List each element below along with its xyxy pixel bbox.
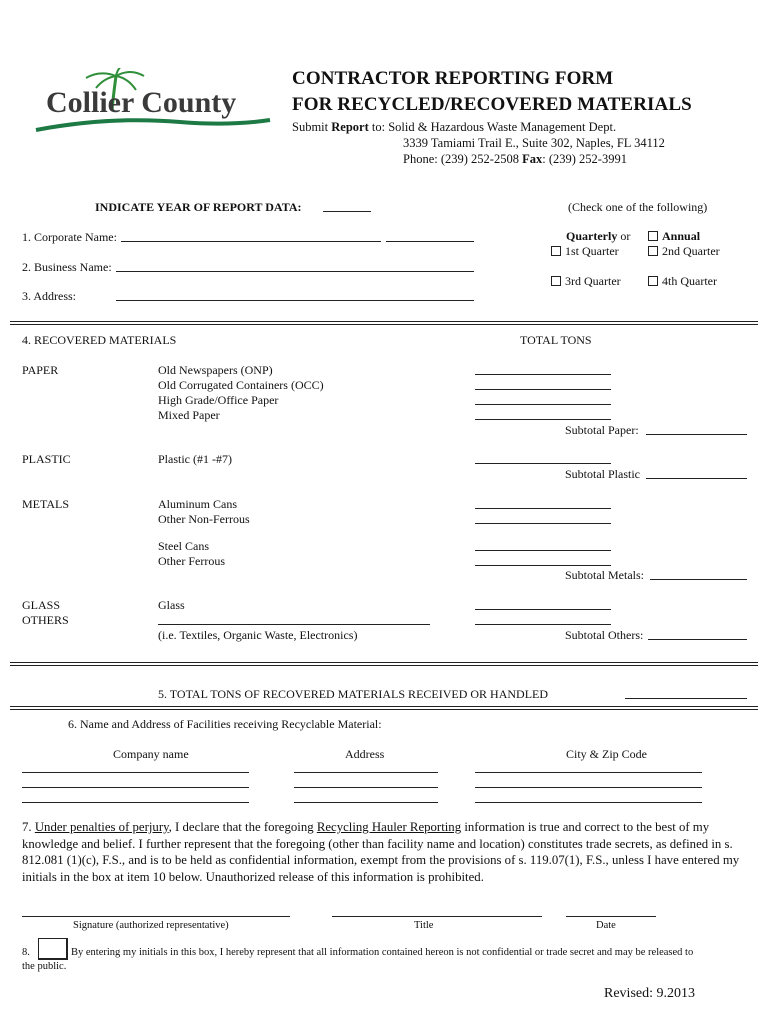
perjury-hauler: Recycling Hauler Reporting: [316, 820, 462, 834]
paper-item-onp: Old Newspapers (ONP): [158, 363, 273, 377]
title-field[interactable]: [332, 916, 542, 917]
fax-label: Fax: [522, 152, 543, 166]
annual-checkbox[interactable]: [648, 231, 658, 241]
q2-checkbox[interactable]: [648, 246, 658, 256]
tons-field-glass[interactable]: [475, 609, 611, 610]
col-company-name: Company name: [113, 747, 189, 761]
date-label: Date: [596, 920, 616, 931]
tons-field-onp[interactable]: [475, 374, 611, 375]
phone-fax-line: [403, 152, 627, 167]
paper-item-occ: Old Corrugated Containers (OCC): [158, 378, 324, 392]
address-field[interactable]: [116, 300, 474, 301]
initials-num: 8.: [22, 947, 30, 958]
subtotal-metals-field[interactable]: [650, 579, 747, 580]
others-note: (i.e. Textiles, Organic Waste, Electronics): [158, 628, 358, 642]
perjury-statement: [22, 819, 752, 885]
business-name-field[interactable]: [116, 271, 474, 272]
glass-label: GLASS: [22, 598, 61, 612]
form-title-line1: CONTRACTOR REPORTING FORM: [292, 68, 614, 89]
divider-3: [10, 706, 758, 710]
facility-address-1[interactable]: [294, 772, 438, 773]
q2-text: 2nd Quarter: [662, 244, 720, 258]
metals-item-nonferrous: Other Non-Ferrous: [158, 512, 250, 526]
total-tons-field[interactable]: [625, 698, 747, 699]
initials-text: By entering my initials in this box, I hereby represent that all information contained hereon is not confidential or trade secret and may be released to: [71, 947, 694, 958]
q2-option[interactable]: [648, 244, 720, 259]
total-tons-label: 5. TOTAL TONS OF RECOVERED MATERIALS RECEIVED OR HANDLED: [158, 687, 549, 701]
paper-item-mixed: Mixed Paper: [158, 408, 220, 422]
q4-checkbox[interactable]: [648, 276, 658, 286]
phone-label: Phone: (239) 252-2508: [403, 152, 519, 166]
facility-city-1[interactable]: [475, 772, 702, 773]
tons-field-mixed[interactable]: [475, 419, 611, 420]
facilities-heading: 6. Name and Address of Facilities receiving Recyclable Material:: [68, 717, 382, 731]
tons-field-plastic[interactable]: [475, 463, 611, 464]
tons-field-occ[interactable]: [475, 389, 611, 390]
subtotal-others-label: Subtotal Others:: [565, 628, 644, 642]
plastic-item: Plastic (#1 -#7): [158, 452, 232, 466]
annual-option[interactable]: [648, 229, 700, 244]
q3-text: 3rd Quarter: [565, 274, 621, 288]
business-name-label: 2. Business Name:: [22, 260, 112, 274]
facility-city-3[interactable]: [475, 802, 702, 803]
signature-label: Signature (authorized representative): [73, 920, 229, 931]
total-tons-heading: TOTAL TONS: [520, 333, 592, 347]
subtotal-paper-field[interactable]: [646, 434, 747, 435]
q3-checkbox[interactable]: [551, 276, 561, 286]
facility-city-2[interactable]: [475, 787, 702, 788]
check-note: (Check one of the following): [568, 200, 708, 214]
facility-company-2[interactable]: [22, 787, 249, 788]
perjury-part2: information is true and correct to the best of my knowledge and belief. I further represent that the foregoing (other than facility name and location) constitutes trade secrets, as defined in s. 812.081 (1)(c), F.S., and is to be held as confidential information, exempt from the provisions of s. 119.07(1), F.S., unless I have entered my initials in the box at item 10 below. Unauthorized release of this information is prohibited.: [22, 820, 740, 884]
submit-prefix: Submit: [292, 120, 329, 134]
dept-address: 3339 Tamiami Trail E., Suite 302, Naples, FL 34112: [403, 136, 665, 150]
tons-field-office[interactable]: [475, 404, 611, 405]
plastic-label: PLASTIC: [22, 452, 71, 466]
subtotal-plastic-label: Subtotal Plastic: [565, 467, 640, 481]
tons-field-ferrous[interactable]: [475, 565, 611, 566]
others-description-field[interactable]: [158, 624, 430, 625]
collier-county-logo: [30, 68, 275, 138]
paper-item-office: High Grade/Office Paper: [158, 393, 279, 407]
title-label: Title: [414, 920, 434, 931]
others-label: OTHERS: [22, 613, 69, 627]
tons-field-others[interactable]: [475, 624, 611, 625]
q4-option[interactable]: [648, 274, 717, 289]
subtotal-paper-label: Subtotal Paper:: [565, 423, 639, 437]
tons-field-steel[interactable]: [475, 550, 611, 551]
facility-address-2[interactable]: [294, 787, 438, 788]
metals-item-ferrous: Other Ferrous: [158, 554, 225, 568]
tons-field-aluminum[interactable]: [475, 508, 611, 509]
initials-text-2: the public.: [22, 961, 67, 972]
metals-item-aluminum: Aluminum Cans: [158, 497, 238, 511]
q1-option[interactable]: [551, 244, 619, 259]
facility-address-3[interactable]: [294, 802, 438, 803]
metals-item-steel: Steel Cans: [158, 539, 209, 553]
corporate-name-field-extra[interactable]: [386, 241, 474, 242]
submit-line: [292, 120, 616, 135]
submit-report: Report: [331, 120, 369, 134]
fax-value: : (239) 252-3991: [542, 152, 627, 166]
date-field[interactable]: [566, 916, 656, 917]
corporate-name-field[interactable]: [121, 241, 381, 242]
submit-suffix: to: Solid & Hazardous Waste Management Dept.: [371, 120, 617, 134]
year-field[interactable]: [323, 211, 371, 212]
perjury-num: 7.: [22, 820, 32, 834]
paper-label: PAPER: [22, 363, 59, 377]
materials-heading: 4. RECOVERED MATERIALS: [22, 333, 177, 347]
quarterly-text: Quarterly: [566, 229, 618, 243]
subtotal-metals-label: Subtotal Metals:: [565, 568, 644, 582]
divider-1: [10, 321, 758, 325]
q4-text: 4th Quarter: [662, 274, 717, 288]
perjury-part1: , I declare that the foregoing: [168, 820, 314, 834]
signature-field[interactable]: [22, 916, 290, 917]
col-city-zip: City & Zip Code: [566, 747, 647, 761]
initials-box[interactable]: [38, 938, 68, 960]
q3-option[interactable]: [551, 274, 621, 289]
subtotal-others-field[interactable]: [648, 639, 747, 640]
glass-item: Glass: [158, 598, 185, 612]
tons-field-nonferrous[interactable]: [475, 523, 611, 524]
or-text: or: [620, 229, 631, 243]
form-title-line2: FOR RECYCLED/RECOVERED MATERIALS: [292, 94, 692, 115]
quarterly-label: [566, 229, 630, 244]
revised-date: Revised: 9.2013: [604, 986, 695, 1001]
divider-2: [10, 662, 758, 666]
facility-company-3[interactable]: [22, 802, 249, 803]
logo-text: Collier County: [46, 86, 237, 119]
address-label: 3. Address:: [22, 289, 76, 303]
metals-label: METALS: [22, 497, 70, 511]
corporate-name-label: 1. Corporate Name:: [22, 230, 117, 244]
q1-text: 1st Quarter: [565, 244, 619, 258]
annual-text: Annual: [662, 229, 701, 243]
q1-checkbox[interactable]: [551, 246, 561, 256]
subtotal-plastic-field[interactable]: [646, 478, 747, 479]
year-label: INDICATE YEAR OF REPORT DATA:: [95, 200, 302, 214]
facility-company-1[interactable]: [22, 772, 249, 773]
col-address: Address: [345, 747, 385, 761]
perjury-under: Under penalties of perjury: [34, 820, 169, 834]
